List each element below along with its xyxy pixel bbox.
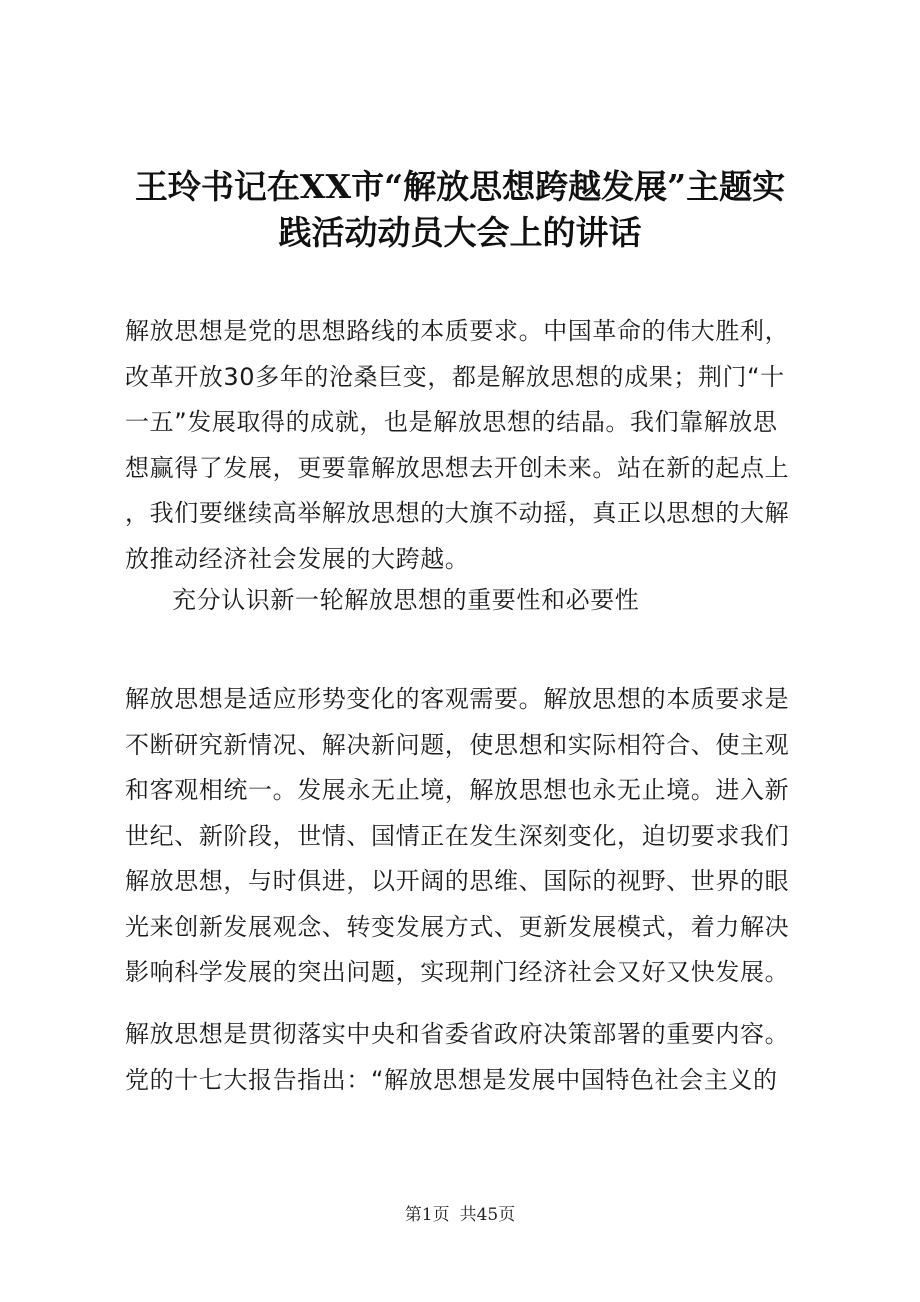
paragraph-line: ，我们要继续高举解放思想的大旗不动摇，真正以思想的大解 — [125, 499, 790, 527]
paragraph-line: 解放思想是贯彻落实中央和省委省政府决策部署的重要内容。 — [125, 1020, 790, 1048]
page-total: 共45页 — [459, 1205, 516, 1225]
paragraph-line: 世纪、新阶段，世情、国情正在发生深刻变化，迫切要求我们 — [125, 821, 790, 850]
page-number: 第1页 — [404, 1205, 450, 1225]
paragraph-implementation — [125, 1012, 795, 1103]
paragraph-line: 不断研究新情况、解决新问题，使思想和实际相符合、使主观 — [125, 730, 790, 759]
page-footer — [0, 1204, 920, 1226]
title-line: 践活动动员大会上的讲话 — [278, 213, 642, 252]
paragraph-line: 影响科学发展的突出问题，实现荆门经济社会又好又快发展。 — [125, 958, 790, 986]
section-heading-text: 充分认识新一轮解放思想的重要性和必要性 — [172, 586, 640, 614]
paragraph-line: 放推动经济社会发展的大跨越。 — [125, 544, 470, 573]
paragraph-line: 解放思想，与时俱进，以开阔的思维、国际的视野、世界的眼 — [125, 867, 790, 895]
paragraph-line: 解放思想是适应形势变化的客观需要。解放思想的本质要求是 — [125, 685, 790, 713]
section-heading — [172, 578, 842, 624]
paragraph-line: 党的十七大报告指出：“解放思想是发展中国特色社会主义的 — [125, 1065, 778, 1094]
paragraph-objective-need — [125, 677, 795, 996]
paragraph-line: 改革开放30多年的沧桑巨变，都是解放思想的成果；荆门“十 — [125, 362, 785, 391]
paragraph-intro — [125, 309, 795, 582]
paragraph-line: 解放思想是党的思想路线的本质要求。中国革命的伟大胜利， — [125, 317, 790, 345]
paragraph-line: 想赢得了发展，更要靠解放思想去开创未来。站在新的起点上 — [125, 453, 790, 482]
paragraph-line: 一五”发展取得的成就，也是解放思想的结晶。我们靠解放思 — [125, 408, 778, 436]
paragraph-line: 光来创新发展观念、转变发展方式、更新发展模式，着力解决 — [125, 912, 790, 941]
title-line: 王玲书记在XX市“解放思想跨越发展”主题实 — [134, 167, 786, 206]
document-title — [100, 164, 820, 256]
paragraph-line: 和客观相统一。发展永无止境，解放思想也永无止境。进入新 — [125, 776, 790, 804]
